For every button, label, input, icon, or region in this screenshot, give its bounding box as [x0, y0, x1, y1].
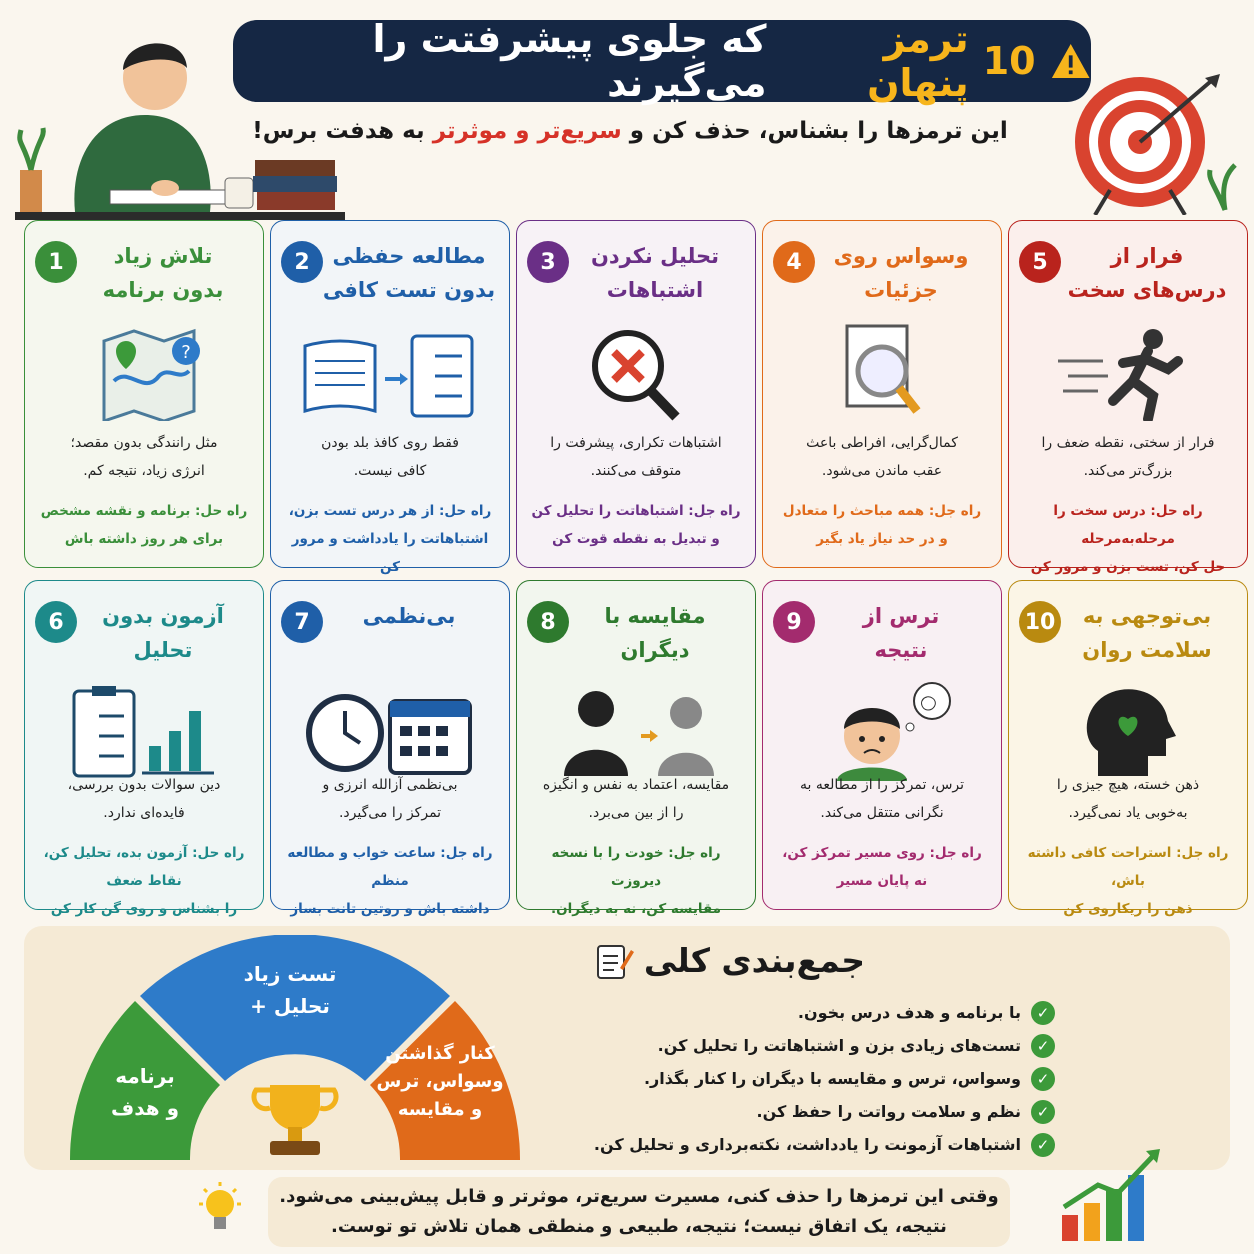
- subtitle-highlight: سریع‌تر و موثرتر: [432, 118, 622, 144]
- checklist-item: ✓ با برنامه و هدف درس بخون.: [560, 996, 1055, 1029]
- running-man-icon: [1028, 321, 1228, 421]
- checklist-item: ✓ وسواس، ترس و مقایسه با دیگران را کنار بگذار.: [560, 1062, 1055, 1095]
- book-checklist-icon: [290, 321, 490, 421]
- subtitle-part2: به هدفت برس!: [252, 118, 433, 144]
- subtitle-part1: این ترمزها را بشناس، حذف کن و: [621, 118, 1008, 144]
- segment-test: تست زیاد + تحلیل: [243, 962, 337, 1018]
- card-solution: راه جل: خودت را با نسخه دیروزت مقایسه کن، نه به دیگران.: [550, 845, 722, 917]
- clock-calendar-icon: [290, 681, 490, 781]
- footer-line1: وقتی این ترمزها را حذف کنی، مسیرت سریع‌تر، موثرتر و قابل پیش‌بینی می‌شود.: [279, 1186, 999, 1207]
- card-description: فقط روی کافذ بلد بودن کافی نیست.: [321, 435, 459, 479]
- card-number: 7: [281, 601, 323, 643]
- card-number: 4: [773, 241, 815, 283]
- card-solution: راه حل: از هر درس تست بزن، اشتباهاتت را یادداشت و مرور کن: [288, 503, 492, 575]
- card-8: [516, 580, 756, 917]
- card-title: وسواس روی جزئیات: [833, 244, 969, 302]
- card-solution: راه حل: آزمون بده، تحلیل کن، نقاط ضعف را بشناس و روی گن کار کن: [43, 845, 245, 917]
- card-number: 8: [527, 601, 569, 643]
- card-description: مقایسه، اعتماد به نفس و انگیزه را از بین می‌برد.: [542, 777, 730, 821]
- card-title: ترس از نتیجه: [862, 604, 940, 662]
- card-solution: راه جل: استراحت کافی داشته باش، ذهن را ریکاروی کن: [1027, 845, 1229, 917]
- card-1: [24, 220, 264, 568]
- card-6: [24, 580, 264, 917]
- subtitle: [250, 118, 1010, 144]
- card-3: [516, 220, 756, 568]
- check-icon: ✓: [1031, 1067, 1055, 1091]
- svg-text:?: ?: [181, 342, 191, 363]
- card-number: 10: [1019, 601, 1061, 643]
- segment-plan: برنامه و هدف: [110, 1064, 180, 1120]
- card-description: کمال‌گرایی، افراطی باعث عقب ماندن می‌شود.: [806, 435, 958, 479]
- card-title: آزمون بدون تحلیل: [102, 604, 224, 662]
- card-number: 6: [35, 601, 77, 643]
- checklist-item: ✓ اشتباهات آزمونت را یادداشت، نکته‌برداری و تحلیل کن.: [560, 1128, 1055, 1161]
- checklist-item: ✓ نظم و سلامت رواتت را حفظ کن.: [560, 1095, 1055, 1128]
- card-title: تلاش زیاد بدون برنامه: [102, 244, 224, 302]
- title-number: 10: [982, 39, 1036, 83]
- card-solution: راه جل: روی مسیر تمرکز کن، نه پایان مسیر: [782, 845, 982, 889]
- card-title: فرار از درس‌های سخت: [1067, 244, 1227, 302]
- card-title: بی‌نظمی: [362, 604, 456, 628]
- page-title: [233, 17, 1091, 105]
- card-title: مقایسه با دیگران: [604, 604, 706, 662]
- card-title: بی‌توجهی به سلامت روان: [1082, 604, 1212, 662]
- card-description: ترس، تمرکز را از مطالعه به نگرانی متتقل می‌کند.: [799, 777, 965, 821]
- summary-checklist: [560, 996, 1055, 1161]
- check-icon: ✓: [1031, 1100, 1055, 1124]
- clipboard-chart-icon: [44, 681, 244, 781]
- card-10: [1008, 580, 1248, 917]
- card-description: دین سوالات بدون بررسی، فایده‌ای ندارد.: [67, 777, 221, 821]
- growth-chart-icon: [1058, 1145, 1168, 1245]
- card-4: [762, 220, 1002, 568]
- check-icon: ✓: [1031, 1001, 1055, 1025]
- card-solution: راه حل: برنامه و نقشه مشخص برای هر روز داشته باش: [40, 503, 248, 547]
- card-description: بی‌نظمی آزالله انرزی و تمرکز را می‌گیرد.: [322, 777, 458, 821]
- card-description: ذهن خسته، هیچ جیزی را به‌خوبی یاد نمی‌گیرد.: [1056, 777, 1200, 821]
- magnifier-x-icon: [536, 321, 736, 421]
- card-7: [270, 580, 510, 917]
- footer-message: [268, 1177, 1010, 1247]
- card-number: 5: [1019, 241, 1061, 283]
- head-heart-icon: [1028, 681, 1228, 781]
- card-description: فرار از سختی، نقطه ضعف را بزرگ‌تر می‌کند.: [1041, 435, 1215, 479]
- card-solution: راه جل: اشتباهاتت را تحلیل کن و تبدیل به نقطه قوت کن: [531, 503, 741, 547]
- title-highlight: ترمز پنهان: [867, 17, 969, 105]
- lightbulb-icon: [195, 1180, 245, 1242]
- card-number: 2: [281, 241, 323, 283]
- card-number: 1: [35, 241, 77, 283]
- trophy-icon: [254, 1085, 336, 1155]
- document-magnifier-icon: [782, 321, 982, 421]
- map-icon: [44, 321, 244, 421]
- people-compare-icon: [536, 681, 736, 781]
- title-rest: که جلوی پیشرفتت را می‌گیرند: [372, 17, 767, 105]
- check-icon: ✓: [1031, 1034, 1055, 1058]
- summary-title: جمع‌بندی کلی: [575, 940, 865, 980]
- card-number: 9: [773, 601, 815, 643]
- warning-icon: [1050, 41, 1091, 81]
- check-icon: ✓: [1031, 1133, 1055, 1157]
- notepad-icon: [594, 940, 634, 980]
- card-solution: راه حل: درس سخت را مرحله‌به‌مرحله حل کن، تست بزن و مرور کن: [1030, 503, 1226, 575]
- card-9: [762, 580, 1002, 910]
- card-title: تحلیل نکردن اشتباهات: [590, 244, 720, 302]
- card-5: [1008, 220, 1248, 575]
- worried-face-icon: [782, 681, 982, 781]
- card-2: [270, 220, 510, 575]
- checklist-item: ✓ تست‌های زیادی بزن و اشتباهاتت را تحلیل کن.: [560, 1029, 1055, 1062]
- card-description: اشتباهات تکراری، پیشرفت را متوقف می‌کنند.: [550, 435, 722, 479]
- footer-line2: نتیجه، یک اتفاق نیست؛ نتیجه، طبیعی و منطقی همان تلاش تو توست.: [331, 1216, 947, 1237]
- card-title: مطالعه حفظی بدون تست کافی: [322, 244, 496, 302]
- card-description: مثل رانندگی بدون مقصد؛ انرژی زیاد، نتیجه کم.: [70, 435, 218, 479]
- card-solution: راه جل: ساعت خواب و مطالعه منظم داشته باش و روتین تانت بساز: [287, 845, 493, 917]
- card-solution: راه جل: همه مباحث را متعادل و در حد نیاز یاد بگیر: [782, 503, 982, 547]
- segment-avoid: کنار گذاشتن وسواس، ترس و مقایسه: [376, 1043, 504, 1120]
- card-number: 3: [527, 241, 569, 283]
